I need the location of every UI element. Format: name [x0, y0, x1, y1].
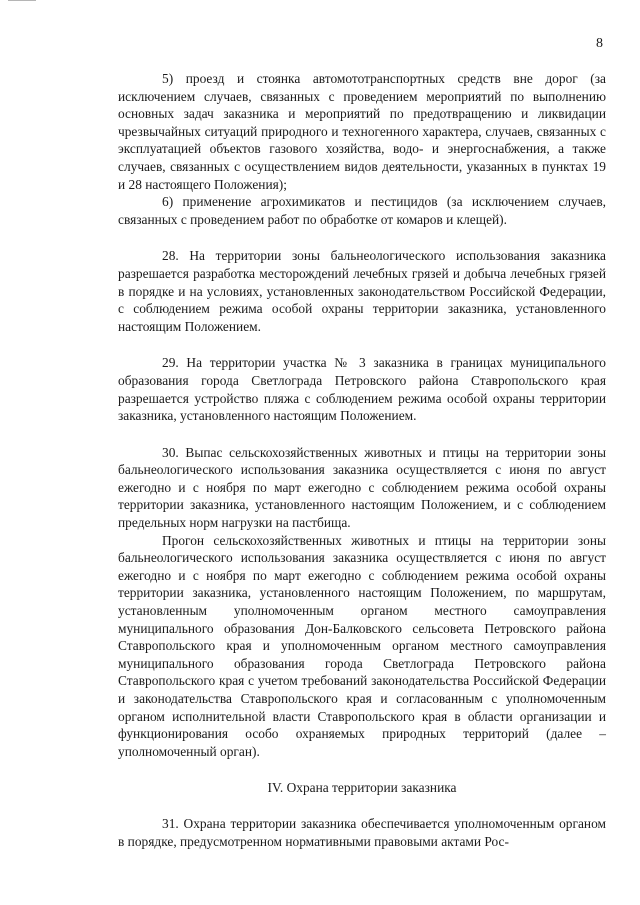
paragraph-29: 29. На территории участка № 3 заказника в границах муниципального образования города Светлограда Петровского района Ставропольского края разрешается устройство пляжа с соблюдением режима особой охраны территории заказника, установленного настоящим Положением.: [118, 355, 606, 424]
paragraph-28: 28. На территории зоны бальнеологического использования заказника разрешается разработка месторождений лечебных грязей и добыча лечебных грязей в порядке и на условиях, установленных законодательством Российской Федерации, с соблюдением режима особой охраны территории заказника, установленного настоящим Положением.: [118, 248, 606, 334]
paragraph-item-6: 6) применение агрохимикатов и пестицидов (за исключением случаев, связанных с проведением работ по обработке от комаров и клещей).: [118, 194, 606, 227]
paragraph-30: 30. Выпас сельскохозяйственных животных и птицы на территории зоны бальнеологического использования заказника осуществляется с июня по август ежегодно и с ноября по март ежегодно с соблюдением режима особой охраны территории заказника, установленного настоящим Положением, и с соблюдением предельных норм нагрузки на пастбища.: [118, 444, 606, 531]
paragraph-item-5: 5) проезд и стоянка автомототранспортных средств вне дорог (за исключением случаев, связанных с проведением мероприятий по выполнению основных задач заказника и мероприятий по предотвращению и ликвидации чрезвычайных ситуаций природного и техногенного характера, случаев, связанных с эксплуатацией объектов газового хозяйства, водо- и энергоснабжения, а также случаев, связанных с осуществлением видов деятельности, указанных в пунктах 19 и 28 настоящего Положения);: [118, 71, 606, 192]
document-body: [118, 70, 606, 850]
paragraph-31: 31. Охрана территории заказника обеспечивается уполномоченным органом в порядке, предусмотренном нормативными правовыми актами Рос-: [118, 815, 606, 849]
paragraph-30-continued: Прогон сельскохозяйственных животных и птицы на территории зоны бальнеологического использования заказника осуществляется с июня по август ежегодно и с ноября по март ежегодно с соблюдением режима особой охраны территории заказника, установленного настоящим Положением, по маршрутам, установленным уполномоченным органом местного самоуправления муниципального образования Дон-Балковского сельсовета Петровского района Ставропольского края и уполномоченным органом местного самоуправления муниципального образования города Светлограда Петровского района Ставропольского края с учетом требований законодательства Российской Федерации и законодательства Ставропольского края и согласованным с уполномоченным органом исполнительной власти Ставропольского края в области организации и функционирования особо охраняемых природных территорий (далее – уполномоченный орган).: [118, 532, 606, 759]
section-heading-iv: IV. Охрана территории заказника: [267, 780, 457, 796]
scan-edge-mark: [8, 0, 36, 4]
page-number: 8: [596, 36, 603, 51]
